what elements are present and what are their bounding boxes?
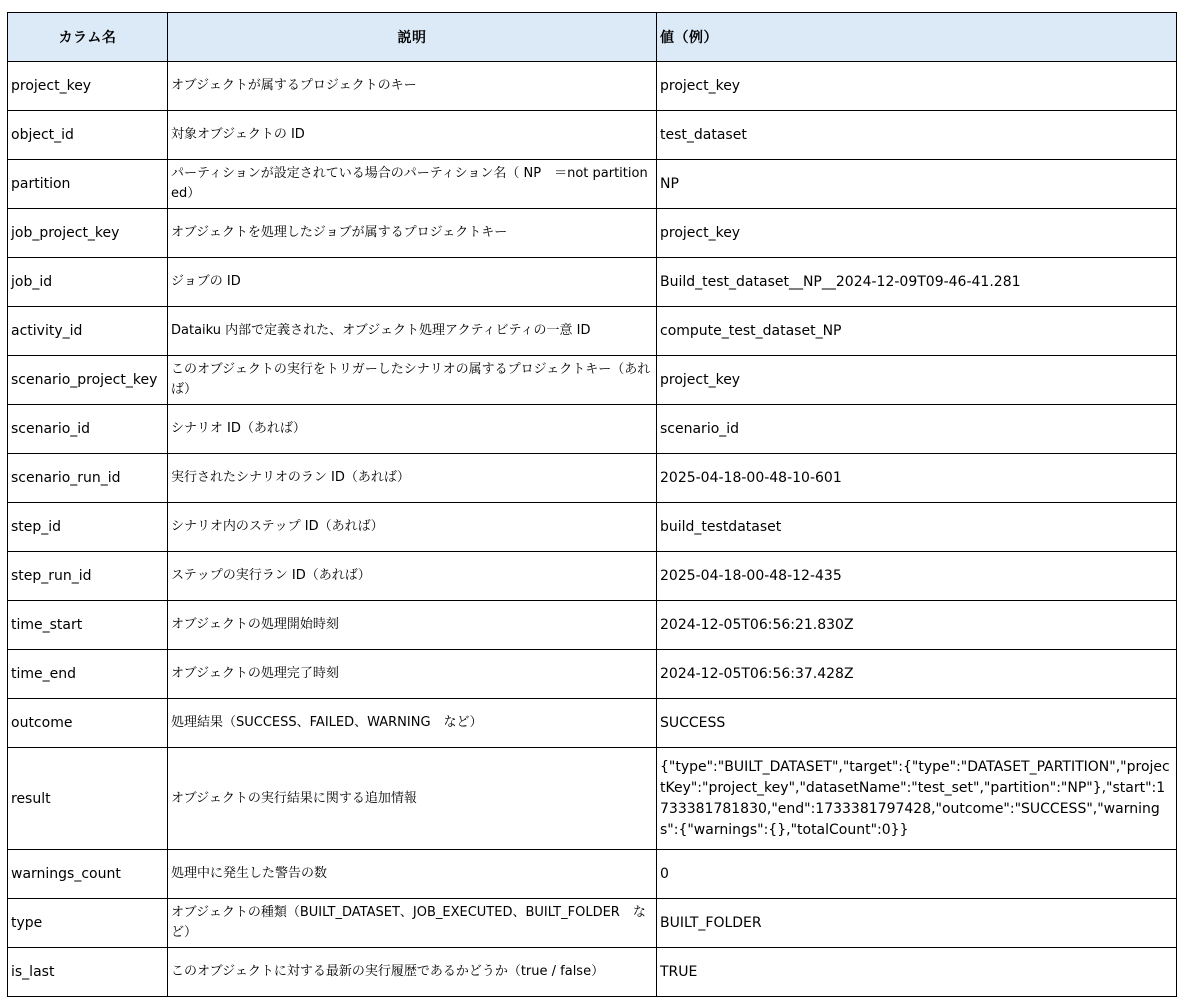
table-row [8,454,1177,503]
cell-value: 2025-04-18-00-48-10-601 [657,454,1177,503]
cell-column-name: scenario_run_id [8,454,168,503]
cell-column-name: step_run_id [8,552,168,601]
cell-description: シナリオ ID（あれば） [168,405,657,454]
cell-column-name: time_start [8,601,168,650]
table-row [8,307,1177,356]
cell-value: 0 [657,850,1177,899]
cell-column-name: type [8,899,168,948]
cell-column-name: object_id [8,111,168,160]
table-row [8,160,1177,209]
cell-column-name: job_id [8,258,168,307]
cell-value: 2024-12-05T06:56:37.428Z [657,650,1177,699]
cell-description: 処理結果（SUCCESS、FAILED、WARNING など） [168,699,657,748]
cell-column-name: scenario_project_key [8,356,168,405]
cell-description: ステップの実行ラン ID（あれば） [168,552,657,601]
table-row [8,850,1177,899]
table-row [8,601,1177,650]
cell-value: {"type":"BUILT_DATASET","target":{"type":"DATASET_PARTITION","projectKey":"project_key","datasetName":"test_set","partition":"NP"},"start":1733381781830,"end":1733381797428,"outcome":"SUCCESS","warnings":{"warnings":{},"totalCount":0}} [657,748,1177,850]
cell-column-name: result [8,748,168,850]
table-row [8,699,1177,748]
header-column-name: カラム名 [8,13,168,62]
cell-value: 2024-12-05T06:56:21.830Z [657,601,1177,650]
table-row [8,899,1177,948]
cell-value: BUILT_FOLDER [657,899,1177,948]
table-row [8,356,1177,405]
cell-description: ジョブの ID [168,258,657,307]
table-row [8,62,1177,111]
column-spec-table [7,12,1177,997]
cell-description: オブジェクトが属するプロジェクトのキー [168,62,657,111]
cell-column-name: is_last [8,948,168,997]
cell-column-name: step_id [8,503,168,552]
cell-description: オブジェクトを処理したジョブが属するプロジェクトキー [168,209,657,258]
header-row [8,13,1177,62]
cell-column-name: scenario_id [8,405,168,454]
header-description: 説明 [168,13,657,62]
cell-description: このオブジェクトの実行をトリガーしたシナリオの属するプロジェクトキー（あれば） [168,356,657,405]
cell-value: 2025-04-18-00-48-12-435 [657,552,1177,601]
table-row [8,748,1177,850]
table-body [8,62,1177,997]
cell-description: 対象オブジェクトの ID [168,111,657,160]
cell-description: Dataiku 内部で定義された、オブジェクト処理アクティビティの一意 ID [168,307,657,356]
table-row [8,948,1177,997]
cell-column-name: time_end [8,650,168,699]
table-row [8,111,1177,160]
cell-description: パーティションが設定されている場合のパーティション名（ NP ＝not partitioned） [168,160,657,209]
table-header [8,13,1177,62]
cell-column-name: project_key [8,62,168,111]
cell-description: オブジェクトの実行結果に関する追加情報 [168,748,657,850]
table-row [8,650,1177,699]
cell-description: 実行されたシナリオのラン ID（あれば） [168,454,657,503]
header-value-example: 値（例） [657,13,1177,62]
cell-value: test_dataset [657,111,1177,160]
table-row [8,209,1177,258]
cell-value: Build_test_dataset__NP__2024-12-09T09-46-41.281 [657,258,1177,307]
cell-column-name: activity_id [8,307,168,356]
cell-value: NP [657,160,1177,209]
cell-description: 処理中に発生した警告の数 [168,850,657,899]
table-row [8,503,1177,552]
cell-column-name: partition [8,160,168,209]
table-row [8,258,1177,307]
cell-description: シナリオ内のステップ ID（あれば） [168,503,657,552]
cell-description: オブジェクトの種類（BUILT_DATASET、JOB_EXECUTED、BUILT_FOLDER など） [168,899,657,948]
cell-value: project_key [657,209,1177,258]
cell-value: project_key [657,356,1177,405]
cell-value: SUCCESS [657,699,1177,748]
cell-description: オブジェクトの処理完了時刻 [168,650,657,699]
cell-value: TRUE [657,948,1177,997]
table-row [8,552,1177,601]
cell-value: compute_test_dataset_NP [657,307,1177,356]
table-row [8,405,1177,454]
cell-description: オブジェクトの処理開始時刻 [168,601,657,650]
cell-description: このオブジェクトに対する最新の実行履歴であるかどうか（true / false） [168,948,657,997]
cell-value: build_testdataset [657,503,1177,552]
cell-value: project_key [657,62,1177,111]
cell-column-name: warnings_count [8,850,168,899]
cell-value: scenario_id [657,405,1177,454]
cell-column-name: outcome [8,699,168,748]
cell-column-name: job_project_key [8,209,168,258]
